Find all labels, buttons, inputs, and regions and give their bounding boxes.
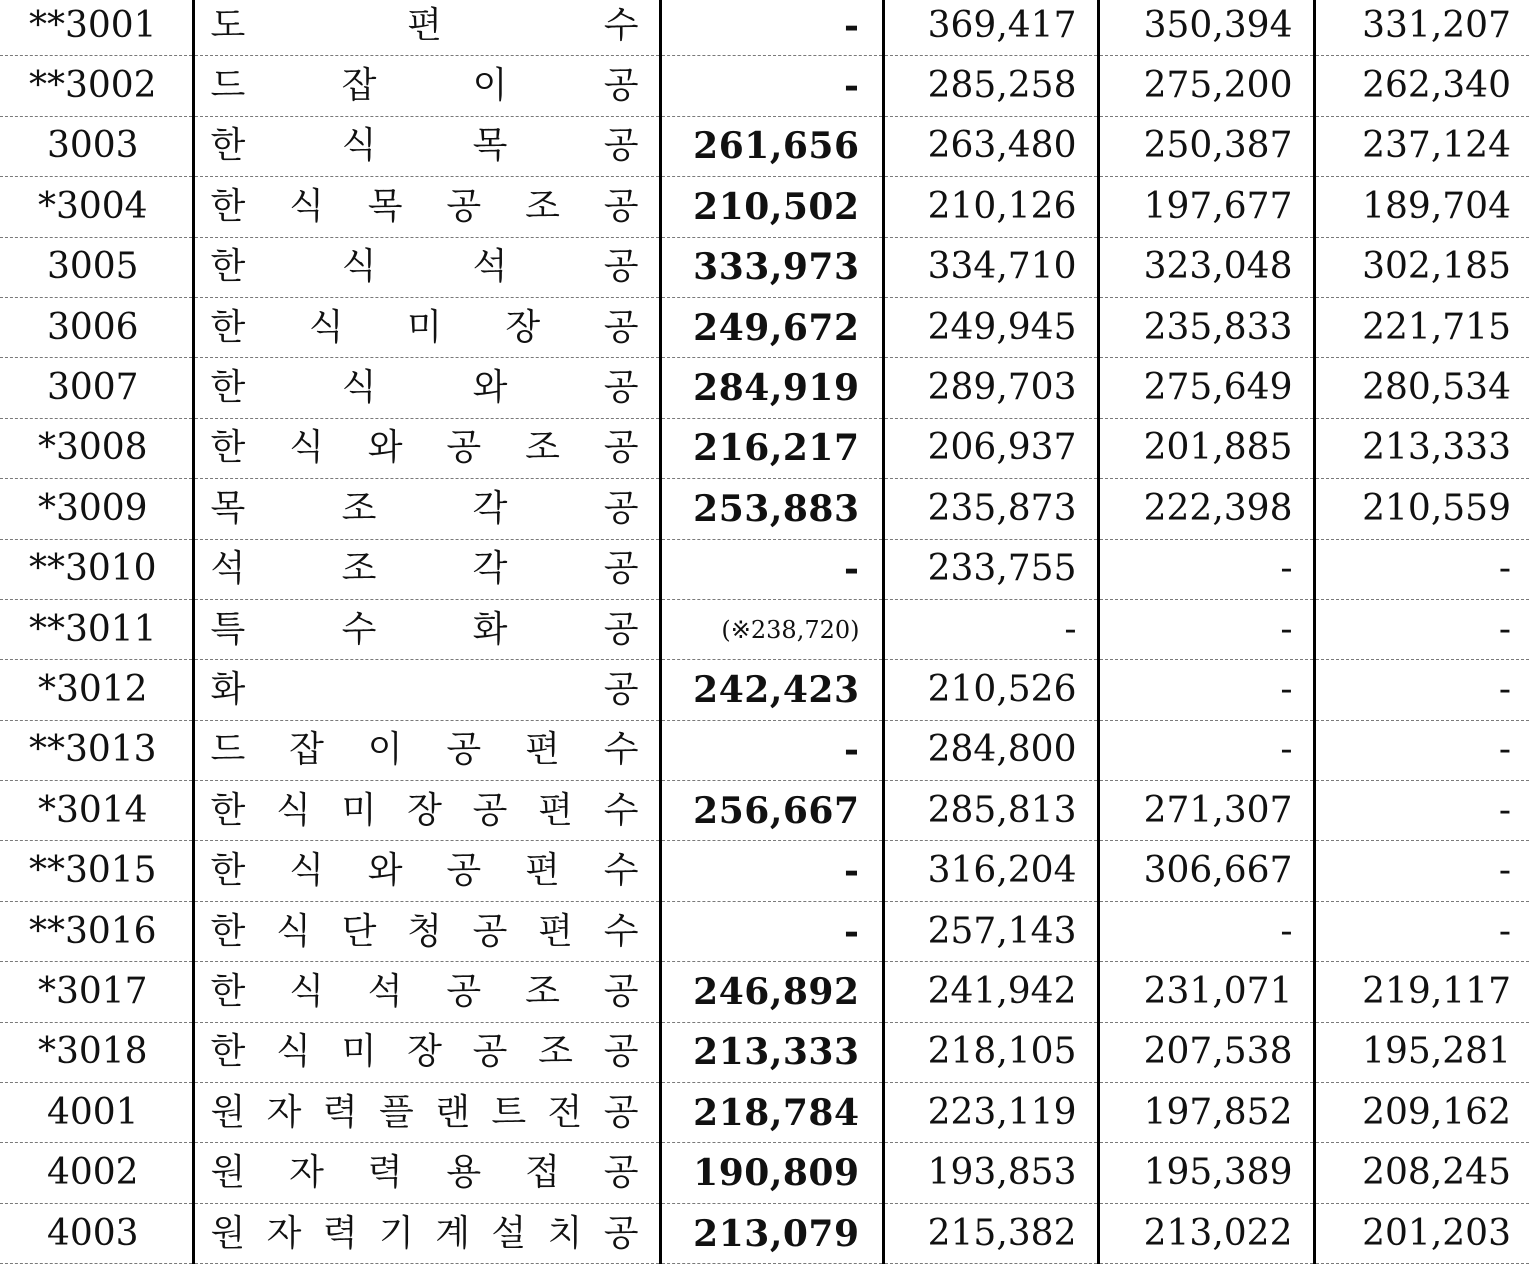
job-code: 4003 (0, 1203, 193, 1263)
job-name-text: 도 편 수 (210, 4, 639, 46)
job-name-text: 한 식 미 장 공 조 공 (210, 1031, 639, 1073)
wage-v4: 262,340 (1314, 56, 1529, 116)
job-name (193, 962, 660, 1022)
wage-v2: - (883, 599, 1098, 659)
job-code: 3007 (0, 358, 193, 418)
wage-v3: 231,071 (1098, 962, 1314, 1022)
table-row (0, 56, 1529, 116)
wage-v1: - (660, 720, 883, 780)
wage-v3: 222,398 (1098, 479, 1314, 539)
job-name-text: 한 식 와 공 조 공 (210, 427, 639, 469)
wage-v1: 216,217 (660, 418, 883, 478)
wage-v1: 246,892 (660, 962, 883, 1022)
wage-v4: 189,704 (1314, 177, 1529, 237)
job-code: **3010 (0, 539, 193, 599)
wage-v2: 218,105 (883, 1022, 1098, 1082)
job-code: *3018 (0, 1022, 193, 1082)
wage-v1: - (660, 539, 883, 599)
wage-v1: 242,423 (660, 660, 883, 720)
wage-v3: 197,677 (1098, 177, 1314, 237)
wage-v1: 256,667 (660, 781, 883, 841)
wage-v3: 323,048 (1098, 237, 1314, 297)
job-name-text: 목 조 각 공 (210, 487, 639, 529)
wage-v4: 209,162 (1314, 1083, 1529, 1143)
wage-v1: - (660, 56, 883, 116)
job-name-text: 한 식 미 장 공 편 수 (210, 789, 639, 831)
wage-v1: 213,333 (660, 1022, 883, 1082)
wage-v1: 210,502 (660, 177, 883, 237)
job-code: *3012 (0, 660, 193, 720)
wage-v1: 249,672 (660, 297, 883, 357)
wage-v3: 250,387 (1098, 116, 1314, 176)
wage-v2: 233,755 (883, 539, 1098, 599)
job-name-text: 원 자 력 플 랜 트 전 공 (210, 1091, 639, 1133)
wage-v3: - (1098, 660, 1314, 720)
wage-v4: 237,124 (1314, 116, 1529, 176)
wage-v2: 193,853 (883, 1143, 1098, 1203)
wage-v2: 249,945 (883, 297, 1098, 357)
job-code: **3013 (0, 720, 193, 780)
job-name-text: 한 식 와 공 (210, 367, 639, 409)
job-code: *3014 (0, 781, 193, 841)
wage-v1: 284,919 (660, 358, 883, 418)
table-row (0, 177, 1529, 237)
table-row (0, 0, 1529, 56)
wage-v2: 334,710 (883, 237, 1098, 297)
job-name-text: 원 자 력 용 접 공 (210, 1152, 639, 1194)
wage-v3: - (1098, 901, 1314, 961)
wage-v4: - (1314, 841, 1529, 901)
wage-v4: 219,117 (1314, 962, 1529, 1022)
table-row (0, 1083, 1529, 1143)
wage-v1: 253,883 (660, 479, 883, 539)
wage-v2: 284,800 (883, 720, 1098, 780)
job-name (193, 0, 660, 56)
table-row (0, 599, 1529, 659)
wage-v1: 261,656 (660, 116, 883, 176)
wage-v4: - (1314, 660, 1529, 720)
wage-v2: 223,119 (883, 1083, 1098, 1143)
wage-v3: 213,022 (1098, 1203, 1314, 1263)
table-row (0, 539, 1529, 599)
wage-v3: 197,852 (1098, 1083, 1314, 1143)
wage-v1: - (660, 0, 883, 56)
job-name-text: 드 잡 이 공 (210, 65, 639, 107)
wage-v2: 206,937 (883, 418, 1098, 478)
job-code: **3016 (0, 901, 193, 961)
wage-v2: 289,703 (883, 358, 1098, 418)
wage-v3: 306,667 (1098, 841, 1314, 901)
wage-v4: - (1314, 539, 1529, 599)
job-code: **3011 (0, 599, 193, 659)
job-name (193, 841, 660, 901)
wage-v2: 215,382 (883, 1203, 1098, 1263)
table-row (0, 720, 1529, 780)
table-row (0, 841, 1529, 901)
job-name (193, 56, 660, 116)
job-name (193, 418, 660, 478)
job-name (193, 660, 660, 720)
wage-v4: 213,333 (1314, 418, 1529, 478)
wage-v3: - (1098, 720, 1314, 780)
wage-v2: 235,873 (883, 479, 1098, 539)
table-row (0, 418, 1529, 478)
wage-v3: - (1098, 599, 1314, 659)
job-name-text: 한 식 와 공 편 수 (210, 850, 639, 892)
wage-v4: 302,185 (1314, 237, 1529, 297)
wage-v4: 195,281 (1314, 1022, 1529, 1082)
wage-v2: 285,258 (883, 56, 1098, 116)
wage-v1: 333,973 (660, 237, 883, 297)
wage-v4: - (1314, 599, 1529, 659)
job-name (193, 720, 660, 780)
job-code: 3006 (0, 297, 193, 357)
job-code: **3002 (0, 56, 193, 116)
job-name (193, 1143, 660, 1203)
wage-v3: - (1098, 539, 1314, 599)
job-name-text: 한 식 단 청 공 편 수 (210, 910, 639, 952)
job-name-text: 한 식 석 공 조 공 (210, 970, 639, 1012)
table-row (0, 358, 1529, 418)
job-name (193, 599, 660, 659)
wage-v4: - (1314, 720, 1529, 780)
wage-v3: 275,649 (1098, 358, 1314, 418)
wage-v1: - (660, 841, 883, 901)
table-row (0, 781, 1529, 841)
job-name-text: 원 자 력 기 계 설 치 공 (210, 1212, 639, 1254)
wage-v4: 210,559 (1314, 479, 1529, 539)
job-code: *3008 (0, 418, 193, 478)
job-name (193, 297, 660, 357)
wage-v2: 210,526 (883, 660, 1098, 720)
wage-v3: 195,389 (1098, 1143, 1314, 1203)
wage-v4: 221,715 (1314, 297, 1529, 357)
wage-v4: 280,534 (1314, 358, 1529, 418)
wage-v4: 208,245 (1314, 1143, 1529, 1203)
table-row (0, 116, 1529, 176)
job-name (193, 358, 660, 418)
job-code: 3005 (0, 237, 193, 297)
job-code: 4002 (0, 1143, 193, 1203)
job-name (193, 177, 660, 237)
table-row (0, 237, 1529, 297)
job-name (193, 781, 660, 841)
job-name (193, 1022, 660, 1082)
job-name-text: 한 식 석 공 (210, 246, 639, 288)
table-row (0, 1022, 1529, 1082)
table-row (0, 297, 1529, 357)
wage-v2: 263,480 (883, 116, 1098, 176)
wage-v1: (※238,720) (660, 599, 883, 659)
wage-v1: 218,784 (660, 1083, 883, 1143)
job-code: *3017 (0, 962, 193, 1022)
wage-v1: - (660, 901, 883, 961)
wage-v4: 201,203 (1314, 1203, 1529, 1263)
wage-v1: 190,809 (660, 1143, 883, 1203)
wage-v2: 316,204 (883, 841, 1098, 901)
job-name-text: 드 잡 이 공 편 수 (210, 729, 639, 771)
table-row (0, 660, 1529, 720)
job-name-text: 한 식 미 장 공 (210, 306, 639, 348)
job-name-text: 특 수 화 공 (210, 608, 639, 650)
job-name-text: 석 조 각 공 (210, 548, 639, 590)
job-name-text: 한 식 목 공 (210, 125, 639, 167)
job-name-text: 화 공 (210, 668, 639, 710)
wage-v3: 271,307 (1098, 781, 1314, 841)
job-name (193, 1083, 660, 1143)
job-name (193, 539, 660, 599)
wage-v4: - (1314, 901, 1529, 961)
wage-v3: 275,200 (1098, 56, 1314, 116)
job-code: 3003 (0, 116, 193, 176)
job-name-text: 한 식 목 공 조 공 (210, 185, 639, 227)
job-code: *3009 (0, 479, 193, 539)
table-row (0, 962, 1529, 1022)
wage-v1: 213,079 (660, 1203, 883, 1263)
job-code: 4001 (0, 1083, 193, 1143)
job-name (193, 116, 660, 176)
job-code: *3004 (0, 177, 193, 237)
wage-v4: 331,207 (1314, 0, 1529, 56)
wage-v2: 257,143 (883, 901, 1098, 961)
wage-v4: - (1314, 781, 1529, 841)
wage-v3: 235,833 (1098, 297, 1314, 357)
job-code: **3001 (0, 0, 193, 56)
wage-v2: 241,942 (883, 962, 1098, 1022)
job-name (193, 237, 660, 297)
wage-v2: 210,126 (883, 177, 1098, 237)
wage-v2: 285,813 (883, 781, 1098, 841)
table-row (0, 479, 1529, 539)
wage-v3: 350,394 (1098, 0, 1314, 56)
wage-v3: 207,538 (1098, 1022, 1314, 1082)
table-row (0, 901, 1529, 961)
job-code: **3015 (0, 841, 193, 901)
job-name (193, 901, 660, 961)
wage-v2: 369,417 (883, 0, 1098, 56)
wage-v3: 201,885 (1098, 418, 1314, 478)
job-name (193, 479, 660, 539)
table-row (0, 1143, 1529, 1203)
